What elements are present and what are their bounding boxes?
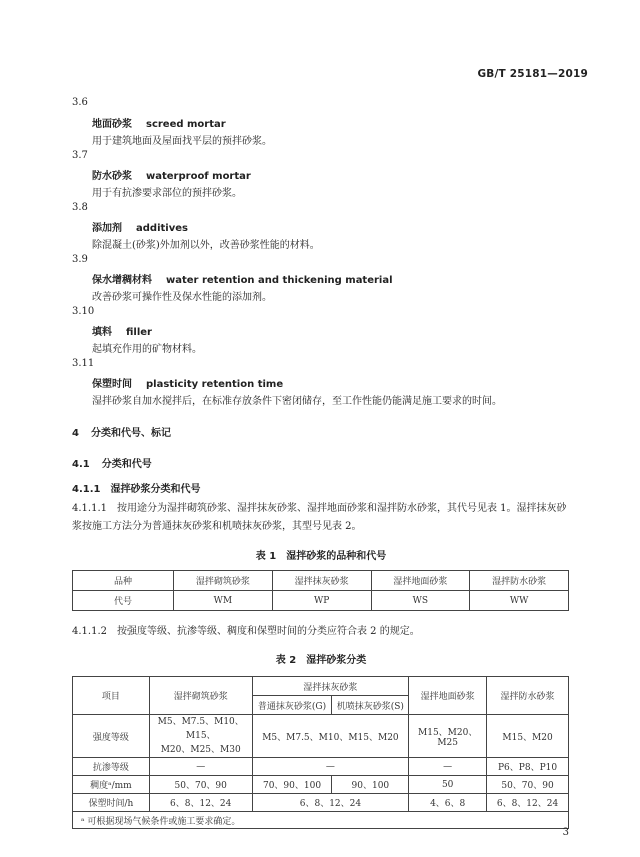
table-cell	[149, 715, 252, 758]
term-definition: 用于建筑地面及屋面找平层的预拌砂浆。	[92, 136, 272, 147]
paragraph-text: 按用途分为湿拌砌筑砂浆、湿拌抹灰砂浆、湿拌地面砂浆和湿拌防水砂浆，其代号见表 1。湿拌抹灰砂浆按施工方法分为普通抹灰砂浆和机喷抹灰砂浆，其型号见表 2。	[72, 503, 567, 532]
table-row	[73, 776, 569, 794]
term-heading	[92, 271, 393, 286]
section-4-1-1-heading	[72, 480, 200, 495]
term-heading	[92, 167, 251, 182]
heading-title: 分类和代号、标记	[90, 428, 171, 439]
paragraph-4-1-1-1	[72, 500, 570, 536]
table-cell: 6、8、12、24	[487, 794, 569, 812]
term-number: 3.10	[72, 306, 95, 317]
section-4-heading	[72, 424, 171, 439]
table-cell: M5、M7.5、M10、M15、M20	[252, 715, 409, 758]
table-cell: WP	[272, 591, 371, 611]
table-cell: 6、8、12、24	[252, 794, 409, 812]
term-en: plasticity retention time	[146, 379, 284, 390]
term-heading	[92, 219, 188, 234]
heading-number: 4.1	[72, 459, 90, 470]
standard-number: GB/T 25181—2019	[477, 68, 588, 80]
table-2	[72, 676, 569, 829]
term-zh: 地面砂浆	[92, 119, 132, 130]
table-cell: 湿拌抹灰砂浆	[272, 571, 371, 591]
table-cell: —	[409, 758, 487, 776]
term-definition: 起填充作用的矿物材料。	[92, 344, 202, 355]
term-definition: 除混凝土(砂浆)外加剂以外，改善砂浆性能的材料。	[92, 240, 320, 251]
term-number: 3.7	[72, 150, 88, 161]
table-cell: 品种	[73, 571, 174, 591]
table-cell: 50	[409, 776, 487, 794]
paragraph-number: 4.1.1.1	[72, 503, 107, 514]
table-cell: M15、M20	[487, 715, 569, 758]
term-number: 3.9	[72, 254, 88, 265]
table-row	[73, 812, 569, 829]
table-cell: WW	[470, 591, 569, 611]
table-cell: 强度等级	[73, 715, 150, 758]
table-row	[73, 794, 569, 812]
term-number: 3.6	[72, 97, 88, 108]
paragraph-number: 4.1.1.2	[72, 626, 107, 637]
table-cell: WS	[371, 591, 470, 611]
term-definition: 改善砂浆可操作性及保水性能的添加剂。	[92, 292, 272, 303]
table-cell: 稠度ᵃ/mm	[73, 776, 150, 794]
paragraph-text: 按强度等级、抗渗等级、稠度和保塑时间的分类应符合表 2 的规定。	[117, 626, 420, 637]
table-header-cell: 普通抹灰砂浆(G)	[252, 696, 332, 715]
term-zh: 保水增稠材料	[92, 275, 152, 286]
table-row	[73, 715, 569, 758]
term-number: 3.11	[72, 358, 95, 369]
heading-number: 4.1.1	[72, 484, 101, 495]
table-cell: 湿拌防水砂浆	[470, 571, 569, 591]
term-definition: 用于有抗渗要求部位的预拌砂浆。	[92, 188, 242, 199]
table-cell: 4、6、8	[409, 794, 487, 812]
table-cell: 6、8、12、24	[149, 794, 252, 812]
table-cell: P6、P8、P10	[487, 758, 569, 776]
table-cell: 保塑时间/h	[73, 794, 150, 812]
table-cell: 湿拌砌筑砂浆	[174, 571, 273, 591]
table-cell: 抗渗等级	[73, 758, 150, 776]
term-definition: 湿拌砂浆自加水搅拌后，在标准存放条件下密闭储存，至工作性能仍能满足施工要求的时间。	[92, 396, 502, 407]
table-cell: 50、70、90	[149, 776, 252, 794]
term-number: 3.8	[72, 202, 88, 213]
table-row	[73, 758, 569, 776]
heading-number: 4	[72, 428, 79, 439]
table-row	[73, 677, 569, 696]
term-zh: 保塑时间	[92, 379, 132, 390]
cell-line: M5、M7.5、M10、M15、	[157, 717, 244, 741]
table-cell: 70、90、100	[252, 776, 332, 794]
table-header-cell: 机喷抹灰砂浆(S)	[332, 696, 409, 715]
table-header-cell: 湿拌抹灰砂浆	[252, 677, 409, 696]
heading-title: 湿拌砂浆分类和代号	[110, 484, 201, 495]
page-number: 3	[562, 827, 569, 838]
table-cell: WM	[174, 591, 273, 611]
table-2-caption: 表 2 湿拌砂浆分类	[275, 655, 367, 666]
term-zh: 添加剂	[92, 223, 122, 234]
term-en: water retention and thickening material	[166, 275, 393, 286]
table-header-cell: 湿拌防水砂浆	[487, 677, 569, 715]
term-heading	[92, 375, 283, 390]
cell-line: M20、M25、M30	[160, 745, 241, 755]
paragraph-4-1-1-2	[72, 623, 570, 641]
table-header-cell: 湿拌地面砂浆	[409, 677, 487, 715]
term-en: waterproof mortar	[146, 171, 251, 182]
table-row	[73, 571, 569, 591]
table-cell: 50、70、90	[487, 776, 569, 794]
table-cell: —	[252, 758, 409, 776]
table-header-cell: 湿拌砌筑砂浆	[149, 677, 252, 715]
table-footnote: ᵃ 可根据现场气候条件或施工要求确定。	[73, 812, 569, 829]
table-cell: 90、100	[332, 776, 409, 794]
table-1-caption: 表 1 湿拌砂浆的品种和代号	[255, 551, 387, 562]
table-1	[72, 570, 569, 611]
term-zh: 填料	[92, 327, 112, 338]
table-row	[73, 591, 569, 611]
table-header-cell: 项目	[73, 677, 150, 715]
heading-title: 分类和代号	[101, 459, 152, 470]
table-cell: 代号	[73, 591, 174, 611]
term-en: additives	[136, 223, 188, 234]
table-cell: M15、M20、M25	[409, 715, 487, 758]
section-4-1-heading	[72, 455, 152, 470]
term-en: filler	[126, 327, 152, 338]
table-cell: 湿拌地面砂浆	[371, 571, 470, 591]
term-heading	[92, 323, 152, 338]
term-zh: 防水砂浆	[92, 171, 132, 182]
term-heading	[92, 115, 226, 130]
table-cell: —	[149, 758, 252, 776]
term-en: screed mortar	[146, 119, 226, 130]
